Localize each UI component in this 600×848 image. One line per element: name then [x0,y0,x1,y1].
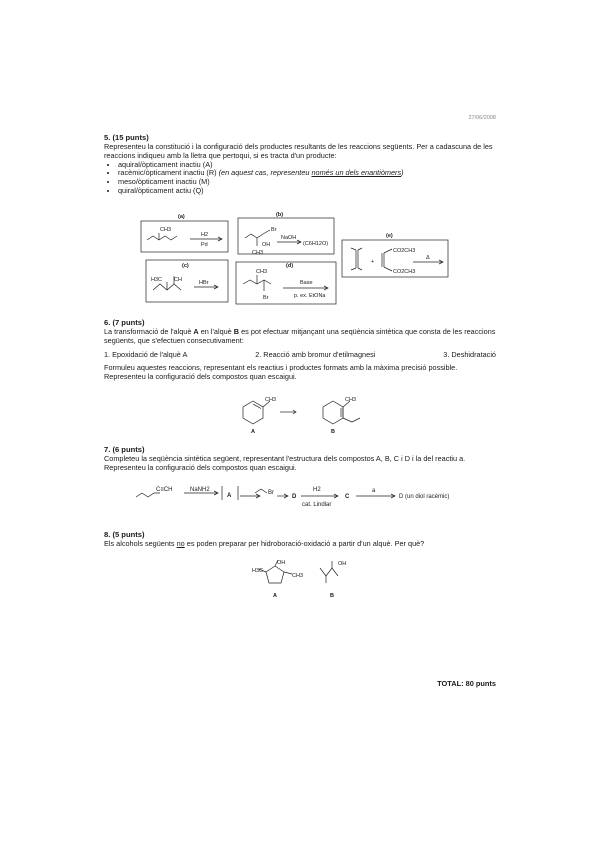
reaction-e-ester-bottom: CO2CH3 [393,269,416,275]
reaction-b-ch3: CH3 [252,250,264,256]
question-5-intro: Representeu la constitució i la configuració dels productes resultants de les reaccions següents. Per a cadascuna de les reaccions indiqueu amb la lletra que pertoqui, si es tracta d'un producte: [104,142,493,161]
question-7-title: 7. (6 punts) [104,445,145,454]
compound-c: C [345,494,350,500]
compound-b-ch3: CH3 [345,397,357,403]
reagent-nanh2: NaNH2 [190,487,210,493]
reaction-c-ch: CH [174,277,182,283]
reaction-b-oh: OH [262,242,271,248]
step-3: 3. Deshidratació [443,349,496,359]
reaction-a-reagent: H2 [201,232,209,238]
question-8-text: Els alcohols següents no es poden preparar per hidroboració-oxidació a partir d'un alquè. Per què? [104,539,425,549]
reaction-e-plus: + [371,259,375,265]
question-8-title: 8. (5 punts) [104,530,145,539]
reaction-a-substituent: CH3 [160,227,172,233]
compound-a: A [227,493,232,499]
question-5-reactions [0,210,600,310]
reaction-d-ch3: CH3 [256,269,268,275]
question-6-scheme [0,392,600,442]
question-8 [104,530,496,548]
alcohol-a-label: A [273,593,277,599]
option-racemic: • racèmic/òpticament inactiu (R) (en aquest cas, representeu només un dels enantiòmers) [118,169,496,178]
question-7 [104,445,496,473]
reaction-b-label: (b) [276,212,284,218]
question-8-scheme [0,555,600,605]
question-6-steps [104,350,496,359]
option-chiral: • quiral/òpticament actiu (Q) [118,187,496,196]
step-2: 2. Reacció amb bromur d'etilmagnesi [255,349,376,359]
header-date: 27/06/2008 [468,115,496,121]
question-5-title: 5. (15 punts) [104,133,149,142]
reaction-e-ester-top: CO2CH3 [393,248,416,254]
reaction-b-product: (C6H12O) [303,241,329,247]
reagent-a: a [372,488,376,494]
question-6 [104,318,496,381]
reaction-b-reagent: NaOH [281,235,297,241]
question-6-title: 6. (7 punts) [104,318,145,327]
question-6-intro: La transformació de l'alquè A en l'alquè B es pot efectuar mitjançant una seqüència sintètica que consta de les reaccions següents, que s'efectuen consecutivament: [104,327,496,346]
reaction-d-label: (d) [286,263,294,269]
reaction-c-reagent: HBr [199,280,209,286]
alcohol-a-h3c: H3C [252,568,264,574]
reaction-d-base: Base [300,280,313,286]
step-1: 1. Epoxidació de l'alquè A [104,349,188,359]
alcohol-b-label: B [330,593,334,599]
total-points: TOTAL: 80 punts [437,679,496,688]
compound-b-label: B [331,429,335,435]
question-7-scheme [0,478,600,518]
question-6-instruction: Formuleu aquestes reaccions, representant els reactius i productes formats amb la màxima precisió possible. Representeu la configuració dels compostos quan escaigui. [104,362,458,382]
compound-d-racemic-diol: D (un diol racèmic) [399,494,450,500]
question-7-intro: Completeu la seqüència sintètica següent, representant l'estructura dels compostos A, B, C i D i la del reactiu a. Representeu la configuració dels compostos quan escaigui. [104,454,466,473]
reaction-d-base-example: p. ex. EtONa [294,293,326,299]
alcohol-a-ch3: CH3 [292,573,304,579]
alcohol-a-oh: OH [277,560,286,566]
compound-a-label: A [251,429,255,435]
reaction-e-heat: Δ [426,255,430,261]
question-5-options [104,161,496,196]
reaction-b-br: Br [271,227,277,233]
reaction-c-label: (c) [182,263,189,269]
reaction-a-label: (a) [178,214,185,220]
reagent-h2: H2 [313,487,321,493]
alcohol-b-oh: OH [338,561,347,567]
option-meso: • meso/òpticament inactiu (M) [118,178,496,187]
reagent-br: Br [268,490,274,496]
compound-d-first: D [292,494,297,500]
option-achiral: • aquiral/òpticament inactiu (A) [118,161,496,170]
reaction-c-h3c: H3C [151,277,163,283]
compound-a-ch3: CH3 [265,397,277,403]
catalyst-lindlar: cat. Lindlar [302,502,332,508]
start-alkyne: C≡CH [156,487,173,493]
reaction-d-br: Br [263,295,269,301]
reaction-a-catalyst: Pd [201,242,208,248]
question-5 [104,133,496,196]
reaction-e-label: (e) [386,233,393,239]
